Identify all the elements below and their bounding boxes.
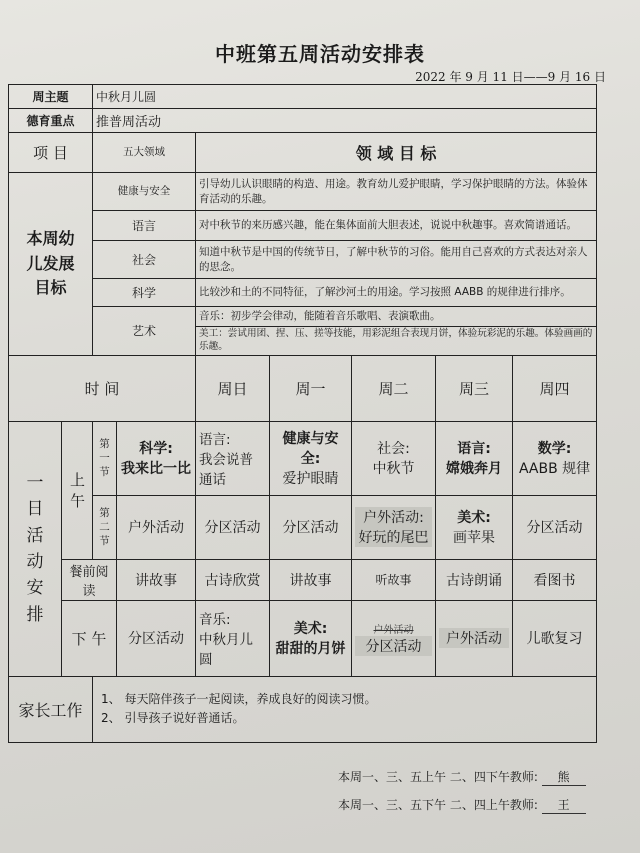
activity-cell: 分区活动 — [117, 600, 196, 676]
goal-text-science: 比较沙和土的不同特征，了解沙河土的用途。学习按照 AABB 的规律进行排序。 — [196, 279, 597, 307]
parents-work-label: 家长工作 — [9, 676, 93, 742]
goal-domain-social: 社会 — [93, 241, 196, 279]
activity-cell: 美术: 画苹果 — [436, 495, 513, 559]
goal-domain-science: 科学 — [93, 279, 196, 307]
period2-label: 第二节 — [93, 495, 117, 559]
teacher-line-1: 本周一、三、五上午 二、四下午教师: 熊 — [338, 768, 586, 786]
day-header: 周三 — [436, 355, 513, 421]
goal-domain-language: 语言 — [93, 211, 196, 241]
activity-cell: 音乐: 中秋月儿圆 — [196, 600, 270, 676]
morning-label: 上午 — [62, 421, 93, 559]
goal-text-language: 对中秋节的来历感兴趣，能在集体面前大胆表述，说说中秋趣事。喜欢简谱通话。 — [196, 211, 597, 241]
goal-text-health: 引导幼儿认识眼睛的构造、用途。教育幼儿爱护眼睛，学习保护眼睛的方法。体验体育活动的乐趣。 — [196, 173, 597, 211]
day-header: 周四 — [513, 355, 597, 421]
reading-cell: 听故事 — [352, 559, 436, 600]
five-domains-header: 五大领域 — [93, 133, 196, 173]
activity-cell: 分区活动 — [270, 495, 352, 559]
reading-cell: 看图书 — [513, 559, 597, 600]
activity-cell: 社会: 中秋节 — [352, 421, 436, 495]
period1-label: 第一节 — [93, 421, 117, 495]
activity-cell: 语言: 嫦娥奔月 — [436, 421, 513, 495]
teacher-line-2: 本周一、三、五下午 二、四上午教师: 王 — [338, 796, 586, 814]
reading-cell: 古诗朗诵 — [436, 559, 513, 600]
reading-cell: 讲故事 — [270, 559, 352, 600]
activity-cell: 语言: 我会说普通话 — [196, 421, 270, 495]
day-header: 周日 — [196, 355, 270, 421]
reading-cell: 讲故事 — [117, 559, 196, 600]
moral-label: 德育重点 — [9, 109, 93, 133]
parents-item: 1、 每天陪伴孩子一起阅读，养成良好的阅读习惯。 — [101, 692, 377, 707]
reading-cell: 古诗欣赏 — [196, 559, 270, 600]
activity-cell: 户外活动 分区活动 — [352, 600, 436, 676]
activity-cell: 分区活动 — [513, 495, 597, 559]
domain-goals-header: 领 域 目 标 — [196, 133, 597, 173]
activity-cell: 户外活动: 好玩的尾巴 — [352, 495, 436, 559]
page-title: 中班第五周活动安排表 — [215, 42, 425, 66]
schedule-table — [8, 84, 597, 743]
theme-label: 周主题 — [9, 85, 93, 109]
activity-cell: 数学: AABB 规律 — [513, 421, 597, 495]
parents-work-content — [93, 676, 597, 742]
activity-cell: 美术: 甜甜的月饼 — [270, 600, 352, 676]
activity-cell: 户外活动 — [436, 600, 513, 676]
teacher-signature-1: 熊 — [542, 768, 586, 786]
activity-cell: 科学: 我来比一比 — [117, 421, 196, 495]
item-header: 项 目 — [9, 133, 93, 173]
activity-cell: 儿歌复习 — [513, 600, 597, 676]
afternoon-label: 下 午 — [62, 600, 117, 676]
breakfast-reading-label: 餐前阅读 — [62, 559, 117, 600]
schedule-section-label: 一日活动安排 — [9, 421, 62, 676]
goal-domain-health: 健康与安全 — [93, 173, 196, 211]
goals-section-label: 本周幼儿发展目标 — [9, 173, 93, 356]
goal-text-music: 音乐：初步学会律动，能随着音乐歌唱、表演歌曲。 — [196, 307, 597, 327]
moral-value: 推普周活动 — [93, 109, 597, 133]
teacher-signature-2: 王 — [542, 796, 586, 814]
time-header: 时 间 — [9, 355, 196, 421]
goal-text-art: 美工：尝试用团、捏、压、搓等技能，用彩泥组合表现月饼，体验玩彩泥的乐趣。体验画画的乐趣。 — [196, 327, 597, 356]
goal-domain-art: 艺术 — [93, 307, 196, 356]
activity-cell: 健康与安全: 爱护眼睛 — [270, 421, 352, 495]
date-range: 2022 年 9 月 11 日——9 月 16 日 — [415, 70, 606, 84]
activity-cell: 户外活动 — [117, 495, 196, 559]
day-header: 周一 — [270, 355, 352, 421]
goal-text-social: 知道中秋节是中国的传统节日，了解中秋节的习俗。能用自己喜欢的方式表达对亲人的思念。 — [196, 241, 597, 279]
parents-item: 2、 引导孩子说好普通话。 — [101, 711, 245, 726]
theme-value: 中秋月儿圆 — [93, 85, 597, 109]
day-header: 周二 — [352, 355, 436, 421]
activity-cell: 分区活动 — [196, 495, 270, 559]
